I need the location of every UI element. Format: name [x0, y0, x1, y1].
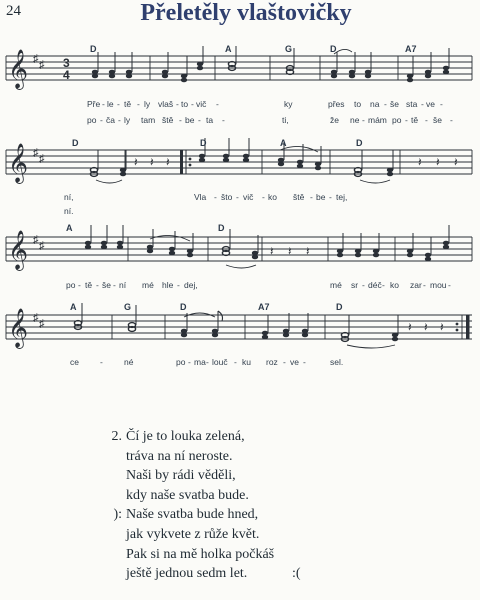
lyric-hyphen: - — [216, 99, 219, 109]
lyric-hyphen: - — [448, 280, 451, 290]
svg-text:𝄞: 𝄞 — [8, 309, 29, 347]
lyric-syllable: što — [221, 192, 233, 202]
lyric-hyphen: - — [137, 99, 140, 109]
lyric-hyphen: - — [421, 99, 424, 109]
lyric-hyphen: - — [425, 115, 428, 125]
verse-line-text: Čí je to louka zelená, — [126, 429, 245, 444]
chord-label: A — [70, 302, 77, 312]
lyric-syllable: louč — [212, 357, 228, 367]
lyric-syllable: né — [124, 357, 134, 367]
svg-text:𝄽: 𝄽 — [134, 155, 138, 169]
svg-text:𝄞: 𝄞 — [8, 50, 29, 88]
svg-text:♯: ♯ — [39, 59, 45, 71]
lyric-syllable: po — [87, 115, 97, 125]
lyric-hyphen: - — [362, 115, 365, 125]
lyric-syllable: že — [330, 115, 339, 125]
verse-line-text: ještě jednou sedm let. — [126, 566, 248, 582]
chord-label: D — [336, 302, 343, 312]
chord-label: A7 — [405, 44, 417, 54]
lyric-syllable: ti, — [282, 115, 289, 125]
lyric-syllable: ní — [119, 280, 127, 290]
svg-text:♯: ♯ — [33, 147, 39, 159]
lyric-syllable: ště — [293, 192, 305, 202]
chord-label: D — [330, 44, 337, 54]
lyric-syllable: na — [370, 99, 380, 109]
chord-label: D — [200, 138, 207, 148]
verse-line-text: jak vykvete z růže květ. — [126, 526, 260, 542]
chord-label: A — [225, 44, 232, 54]
lyric-syllable: tě — [411, 115, 419, 125]
lyric-hyphen: - — [234, 357, 237, 367]
svg-text:4: 4 — [63, 68, 70, 82]
svg-text:𝄽: 𝄽 — [408, 320, 412, 334]
chord-label: A7 — [258, 302, 270, 312]
lyric-syllable: po — [392, 115, 402, 125]
lyric-syllable: Pře — [87, 99, 101, 109]
svg-text:♯: ♯ — [39, 240, 45, 252]
svg-text:𝄽: 𝄽 — [424, 320, 428, 334]
lyric-syllable: mé — [330, 280, 342, 290]
svg-text:♯: ♯ — [33, 234, 39, 246]
music-system-4 — [0, 295, 480, 395]
chord-label: G — [124, 302, 132, 312]
lyric-syllable: přes — [328, 99, 345, 109]
lyric-syllable: ku — [242, 357, 251, 367]
lyric-syllable: po — [176, 357, 186, 367]
svg-text:𝄞: 𝄞 — [8, 144, 29, 182]
lyric-syllable: le — [107, 99, 114, 109]
verse-line-text: Pak si na mě holka počkáš — [126, 546, 275, 562]
repeat-open-sign: ): — [113, 507, 122, 523]
lyric-syllable: dej, — [184, 280, 198, 290]
lyric-hyphen: - — [179, 115, 182, 125]
svg-text:♯: ♯ — [33, 53, 39, 65]
svg-text:𝄽: 𝄽 — [418, 155, 422, 169]
lyric-hyphen: - — [176, 99, 179, 109]
svg-text:𝄽: 𝄽 — [150, 155, 154, 169]
lyric-syllable: ta — [206, 115, 214, 125]
lyric-syllable: tě — [124, 99, 132, 109]
lyric-syllable: Vla — [194, 192, 207, 202]
lyric-hyphen: - — [206, 357, 209, 367]
lyric-syllable: tě — [85, 280, 93, 290]
lyric-hyphen: - — [310, 192, 313, 202]
lyric-syllable: ní. — [64, 206, 74, 216]
lyric-syllable: ště — [162, 115, 174, 125]
lyric-hyphen: - — [423, 280, 426, 290]
lyric-syllable: sel. — [330, 357, 344, 367]
lyric-hyphen: - — [405, 115, 408, 125]
svg-text:𝄽: 𝄽 — [288, 244, 292, 258]
lyric-syllable: mé — [142, 280, 154, 290]
lyric-syllable: be — [185, 115, 195, 125]
lyric-hyphen: - — [382, 280, 385, 290]
verse-line-text: tráva na ní neroste. — [126, 448, 233, 464]
lyric-hyphen: - — [198, 115, 201, 125]
lyric-syllable: hle — [162, 280, 174, 290]
lyric-syllable: ko — [268, 192, 277, 202]
lyric-syllable: ly — [124, 115, 131, 125]
lyric-hyphen: - — [188, 357, 191, 367]
lyric-syllable: ce — [70, 357, 79, 367]
music-system-1 — [0, 40, 480, 140]
song-title: Přeletěly vlaštovičky — [140, 0, 352, 26]
lyric-hyphen: - — [100, 115, 103, 125]
lyric-syllable: be — [316, 192, 326, 202]
lyric-syllable: roz — [266, 357, 278, 367]
lyric-hyphen: - — [177, 280, 180, 290]
lyric-syllable: zar — [410, 280, 422, 290]
chord-label: D — [180, 302, 187, 312]
lyric-hyphen: - — [102, 99, 105, 109]
lyric-hyphen: - — [118, 115, 121, 125]
svg-text:𝄽: 𝄽 — [270, 244, 274, 258]
lyric-syllable: ne — [350, 115, 360, 125]
svg-text:𝄽: 𝄽 — [436, 155, 440, 169]
lyric-syllable: to — [181, 99, 189, 109]
page-number: 24 — [6, 3, 21, 19]
lyric-hyphen: - — [329, 192, 332, 202]
svg-text:♯: ♯ — [39, 153, 45, 165]
lyric-hyphen: - — [96, 280, 99, 290]
verse-line-text: Naši by rádi věděli, — [126, 468, 236, 484]
lyric-syllable: vlaš — [158, 99, 174, 109]
verse-line-text: Naše svatba bude hned, — [126, 507, 259, 523]
svg-text:𝄽: 𝄽 — [454, 155, 458, 169]
lyric-syllable: ní, — [64, 192, 74, 202]
lyric-syllable: mám — [368, 115, 387, 125]
lyric-syllable: ma — [194, 357, 206, 367]
lyric-syllable: tam — [141, 115, 156, 125]
lyric-hyphen: - — [214, 192, 217, 202]
lyric-syllable: ky — [284, 99, 293, 109]
verse-line-text: kdy naše svatba bude. — [126, 487, 249, 503]
lyric-hyphen: - — [113, 280, 116, 290]
lyric-hyphen: - — [283, 357, 286, 367]
lyric-syllable: vič — [196, 99, 207, 109]
lyric-hyphen: - — [384, 99, 387, 109]
staff-1 — [0, 40, 480, 140]
lyric-syllable: še — [433, 115, 442, 125]
lyric-syllable: vič — [243, 192, 254, 202]
lyric-syllable: sr — [351, 280, 359, 290]
lyric-hyphen: - — [236, 192, 239, 202]
chord-label: A — [280, 138, 287, 148]
lyric-syllable: še — [390, 99, 399, 109]
lyric-hyphen: - — [303, 357, 306, 367]
chord-label: G — [285, 44, 293, 54]
lyric-syllable: to — [354, 99, 362, 109]
lyric-hyphen: - — [117, 99, 120, 109]
lyric-syllable: ly — [144, 99, 151, 109]
svg-text:♯: ♯ — [39, 318, 45, 330]
lyric-hyphen: - — [450, 115, 453, 125]
lyric-syllable: tej, — [336, 192, 348, 202]
lyric-hyphen: - — [262, 192, 265, 202]
lyric-syllable: še — [102, 280, 111, 290]
chord-label: D — [72, 138, 79, 148]
lyric-syllable: déč — [368, 280, 382, 290]
lyric-hyphen: - — [440, 99, 443, 109]
chord-label: D — [356, 138, 363, 148]
svg-text:𝄽: 𝄽 — [440, 320, 444, 334]
lyric-syllable: ve — [426, 99, 435, 109]
chord-label: D — [90, 44, 97, 54]
svg-text:𝄞: 𝄞 — [8, 231, 29, 269]
verse-number: 2. — [111, 429, 122, 444]
lyric-syllable: ve — [290, 357, 299, 367]
svg-text:𝄽: 𝄽 — [166, 155, 170, 169]
lyric-syllable: ko — [390, 280, 399, 290]
chord-label: D — [218, 223, 225, 233]
lyric-hyphen: - — [100, 357, 103, 367]
svg-text:♯: ♯ — [33, 312, 39, 324]
lyric-syllable: mou — [430, 280, 447, 290]
lyric-hyphen: - — [362, 280, 365, 290]
lyric-syllable: po — [66, 280, 76, 290]
lyric-hyphen: - — [191, 99, 194, 109]
lyric-syllable: ča — [106, 115, 115, 125]
lyric-hyphen: - — [222, 115, 225, 125]
svg-text:3: 3 — [63, 56, 70, 70]
lyric-syllable: sta — [406, 99, 418, 109]
repeat-close-sign: :( — [292, 566, 301, 582]
lyric-hyphen: - — [78, 280, 81, 290]
chord-label: A — [66, 223, 73, 233]
svg-text:𝄽: 𝄽 — [306, 244, 310, 258]
